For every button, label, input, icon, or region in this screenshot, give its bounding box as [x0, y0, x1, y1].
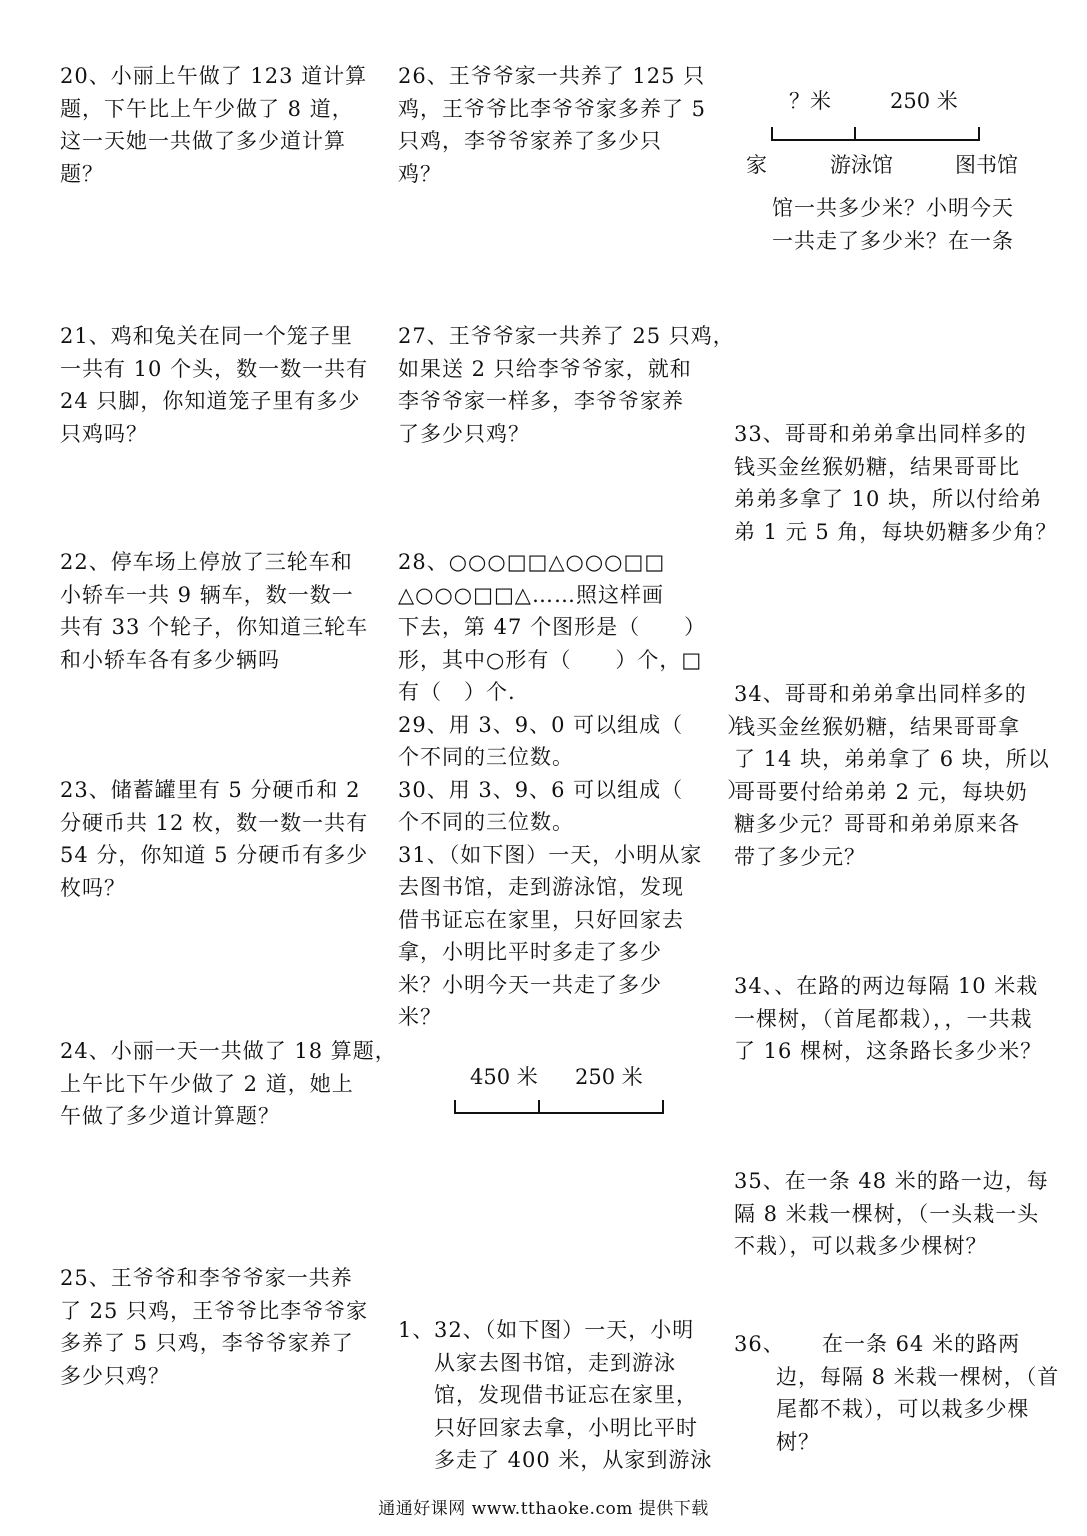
diagram-32-unknown-distance: ？米: [789, 89, 831, 113]
diagram-31-right-distance: 250 米: [575, 1065, 643, 1089]
question-23: 23、储蓄罐里有 5 分硬币和 2 分硬币共 12 枚，数一数一共有 54 分，你知道 5 分硬币有多少 枚吗？: [60, 778, 369, 900]
place-library-label: 图书馆: [955, 153, 1018, 177]
question-32: 32、（如下图）一天，小明 从家去图书馆，走到游泳 馆，发现借书证忘在家里， 只好回家去拿，小明比平时 多走了 400 米，从家到游泳: [434, 1318, 713, 1472]
question-34a: 34、哥哥和弟弟拿出同样多的 钱买金丝猴奶糖，结果哥哥拿 了 14 块，弟弟拿了 6 块，所以 哥哥要付给弟弟 2 元，每块奶 糖多少元？哥哥和弟弟原来各 带了多少元？: [734, 682, 1050, 869]
question-27: 27、王爷爷家一共养了 25 只鸡， 如果送 2 只给李爷爷家，就和 李爷爷家一样多，李爷爷家养 了多少只鸡？: [398, 324, 735, 446]
question-26: 26、王爷爷家一共养了 125 只 鸡，王爷爷比李爷爷家多养了 5 只鸡，李爷爷家养了多少只 鸡？: [398, 64, 707, 186]
question-34b: 34、、在路的两边每隔 10 米栽 一棵树，（首尾都栽），，一共栽 了 16 棵树，这条路长多少米？: [734, 974, 1043, 1063]
question-32-continued: 馆一共多少米？小明今天 一共走了多少米？在一条: [772, 196, 1014, 253]
question-36: 在一条 64 米的路两 边，每隔 8 米栽一棵树，（首 尾都不栽），可以栽多少棵 树？: [776, 1332, 1060, 1454]
diagram-32-known-distance: 250 米: [890, 89, 958, 113]
questions-28-to-31: 28、○○○□□△○○○□□ △○○○□□△……照这样画 下去，第 47 个图形是（ ） 形，其中○形有（ ）个，□ 有（ ）个. 29、用 3、9、0 可以组成（ ） 个不同的三位数。 30、用 3、9、6 可以组成（ ） 个不同的三位数。 31、（如下图）一天，小明从家 去图书馆，走到游泳馆，发现 借书证忘在家里，只好回家去 拿，小明比平时多走了多少 米？小明今天一共走了多少 米？: [398, 550, 750, 1029]
question-33: 33、哥哥和弟弟拿出同样多的 钱买金丝猴奶糖，结果哥哥比 弟弟多拿了 10 块，所以付给弟 弟 1 元 5 角，每块奶糖多少角？: [734, 422, 1058, 544]
question-35: 35、在一条 48 米的路一边，每 隔 8 米栽一棵树，（一头栽一头 不栽），可以栽多少棵树？: [734, 1169, 1049, 1258]
question-20: 20、小丽上午做了 123 道计算 题，下午比上午少做了 8 道， 这一天她一共做了多少道计算 题？: [60, 64, 368, 186]
page-footer: 通通好课网 www.tthaoke.com 提供下载: [378, 1499, 709, 1519]
question-36-number: 36、: [734, 1332, 785, 1356]
list-number: 1、: [398, 1318, 435, 1342]
question-22: 22、停车场上停放了三轮车和 小轿车一共 9 辆车，数一数一 共有 33 个轮子，你知道三轮车 和小轿车各有多少辆吗: [60, 550, 369, 672]
question-21: 21、鸡和兔关在同一个笼子里 一共有 10 个头，数一数一共有 24 只脚，你知道笼子里有多少 只鸡吗？: [60, 324, 369, 446]
diagram-31-left-distance: 450 米: [470, 1065, 538, 1089]
question-24: 24、小丽一天一共做了 18 算题， 上午比下午少做了 2 道，她上 午做了多少道计算题？: [60, 1039, 397, 1128]
place-home-label: 家: [746, 153, 767, 177]
place-pool-label: 游泳馆: [830, 153, 893, 177]
question-25: 25、王爷爷和李爷爷家一共养 了 25 只鸡，王爷爷比李爷爷家 多养了 5 只鸡，李爷爷家养了 多少只鸡？: [60, 1266, 369, 1388]
